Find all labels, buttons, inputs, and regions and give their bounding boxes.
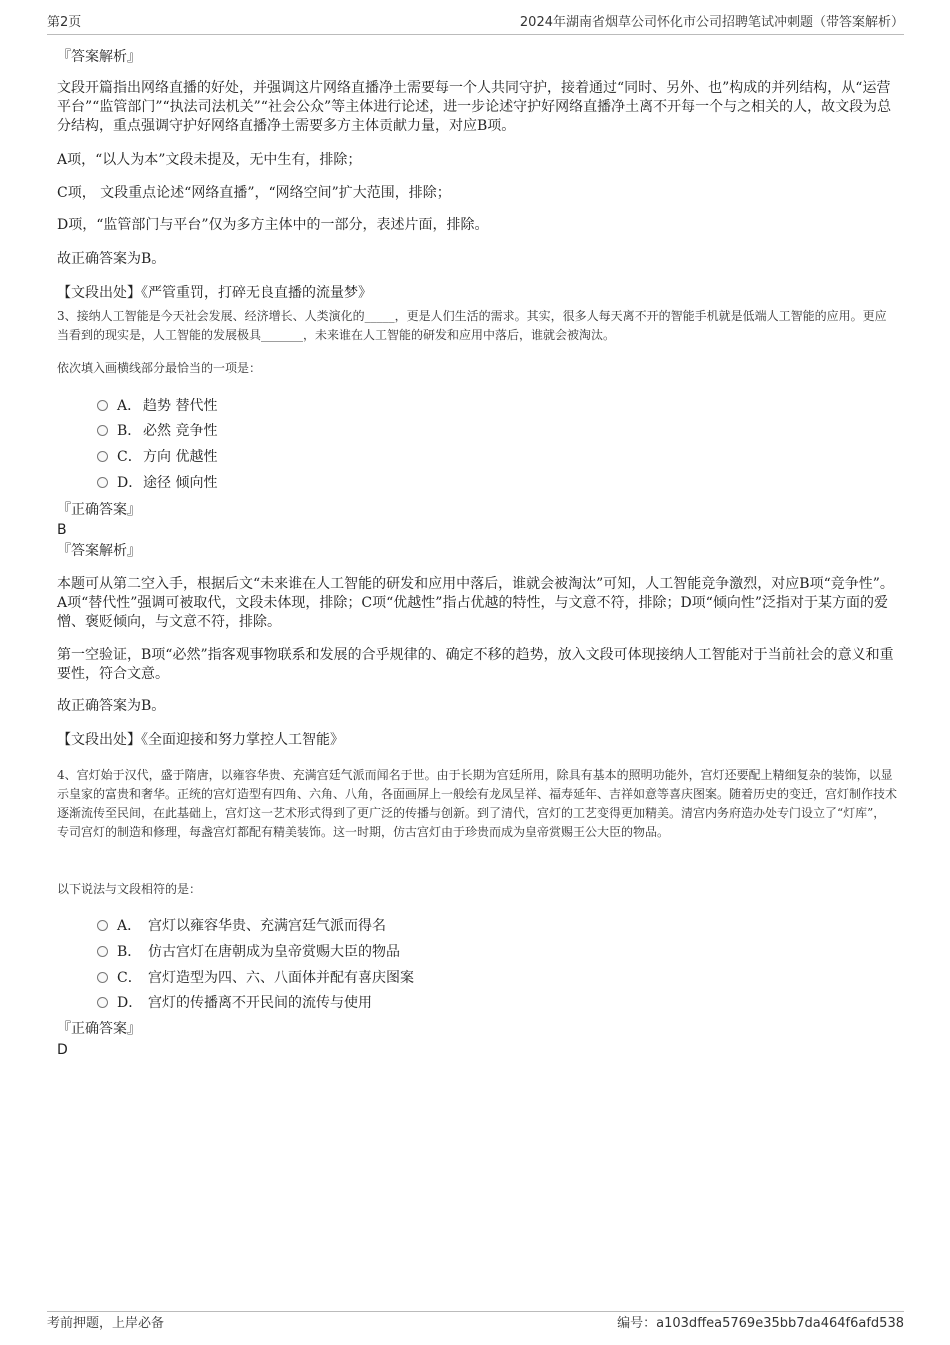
radio-icon[interactable]	[97, 400, 108, 411]
question-stem: 3、接纳人工智能是今天社会发展、经济增长、人类演化的_____，更是人们生活的需求。其实，很多人每天离不开的智能手机就是低端人工智能的应用。更应当看到的现实是，人工智能的发展极具_______，未来谁在人工智能的研发和应用中落后，谁就会被淘汰。	[57, 309, 887, 342]
analysis-option-d: D项，“监管部门与平台”仅为多方主体中的一部分，表述片面，排除。	[57, 217, 489, 233]
analysis-label: 『答案解析』	[57, 543, 141, 559]
radio-icon[interactable]	[97, 972, 108, 983]
option-c[interactable]: C． 宫灯造型为四、六、八面体并配有喜庆图案	[97, 968, 414, 988]
radio-icon[interactable]	[97, 425, 108, 436]
analysis-option-c: C项， 文段重点论述“网络直播”，“网络空间”扩大范围，排除；	[57, 185, 451, 201]
answer-value: B	[57, 522, 67, 538]
option-a[interactable]: A． 趋势 替代性	[97, 396, 217, 416]
answer-value: D	[57, 1042, 68, 1058]
option-b[interactable]: B． 仿古宫灯在唐朝成为皇帝赏赐大臣的物品	[97, 942, 400, 962]
page-header	[47, 14, 904, 35]
option-b[interactable]: B． 必然 竞争性	[97, 421, 217, 441]
question-prompt: 以下说法与文段相符的是：	[57, 882, 202, 896]
document-title: 2024年湖南省烟草公司怀化市公司招聘笔试冲刺题（带答案解析）	[519, 15, 904, 30]
analysis-conclusion: 故正确答案为B。	[57, 698, 166, 714]
document-code: 编号：a103dffea5769e35bb7da464f6afd538	[617, 1316, 904, 1331]
option-a[interactable]: A． 宫灯以雍容华贵、充满宫廷气派而得名	[97, 916, 386, 936]
answer-label: 『正确答案』	[57, 1021, 141, 1037]
radio-icon[interactable]	[97, 451, 108, 462]
option-d[interactable]: D． 宫灯的传播离不开民间的流传与使用	[97, 993, 372, 1013]
page-footer	[47, 1311, 904, 1335]
analysis-paragraph: 本题可从第二空入手，根据后文“未来谁在人工智能的研发和应用中落后，谁就会被淘汰”可知，人工智能竞争激烈，对应B项“竞争性”。A项“替代性”强调可被取代，文段未体现，排除；C项“优越性”指占优越的特性，与文意不符，排除；D项“倾向性”泛指对于某方面的爱憎、褒贬倾向，与文意不符，排除。	[57, 576, 894, 630]
question-stem: 4、宫灯始于汉代，盛于隋唐，以雍容华贵、充满宫廷气派而闻名于世。由于长期为宫廷所用，除具有基本的照明功能外，宫灯还要配上精细复杂的装饰，以显示皇家的富贵和奢华。正统的宫灯造型有四角、六角、八角，各面画屏上一般绘有龙凤呈祥、福寿延年、吉祥如意等喜庆图案。随着历史的变迁，宫灯制作技术逐渐流传至民间，在此基础上，宫灯这一艺术形式得到了更广泛的传播与创新。到了清代，宫灯的工艺变得更加精美。清宫内务府造办处专门设立了“灯库”，专司宫灯的制造和修理，每盏宫灯都配有精美装饰。这一时期，仿古宫灯由于珍贵而成为皇帝赏赐王公大臣的物品。	[57, 768, 898, 839]
answer-label: 『正确答案』	[57, 502, 141, 518]
analysis-label: 『答案解析』	[57, 49, 141, 65]
radio-icon[interactable]	[97, 946, 108, 957]
footer-slogan: 考前押题，上岸必备	[47, 1316, 165, 1331]
radio-icon[interactable]	[97, 997, 108, 1008]
passage-source: 【文段出处】《全面迎接和努力掌控人工智能》	[57, 732, 344, 748]
analysis-paragraph: 第一空验证，B项“必然”指客观事物联系和发展的合乎规律的、确定不移的趋势，放入文段可体现接纳人工智能对于当前社会的意义和重要性，符合文意。	[57, 647, 894, 682]
question-prompt: 依次填入画横线部分最恰当的一项是：	[57, 361, 262, 375]
analysis-paragraph: 文段开篇指出网络直播的好处，并强调这片网络直播净土需要每一个人共同守护，接着通过“同时、另外、也”构成的并列结构，从“运营平台”“监管部门”“执法司法机关”“社会公众”等主体进行论述，进一步论述守护好网络直播净土离不开每一个与之相关的人，故文段为总分结构，重点强调守护好网络直播净土需要多方主体贡献力量，对应B项。	[57, 80, 892, 134]
option-c[interactable]: C．方向 优越性	[97, 447, 217, 467]
option-d[interactable]: D．途径 倾向性	[97, 473, 217, 493]
analysis-option-a: A项，“以人为本”文段未提及，无中生有，排除；	[57, 152, 362, 168]
page-number: 第2页	[47, 15, 82, 30]
radio-icon[interactable]	[97, 477, 108, 488]
radio-icon[interactable]	[97, 920, 108, 931]
passage-source: 【文段出处】《严管重罚，打碎无良直播的流量梦》	[57, 285, 372, 301]
analysis-conclusion: 故正确答案为B。	[57, 251, 166, 267]
